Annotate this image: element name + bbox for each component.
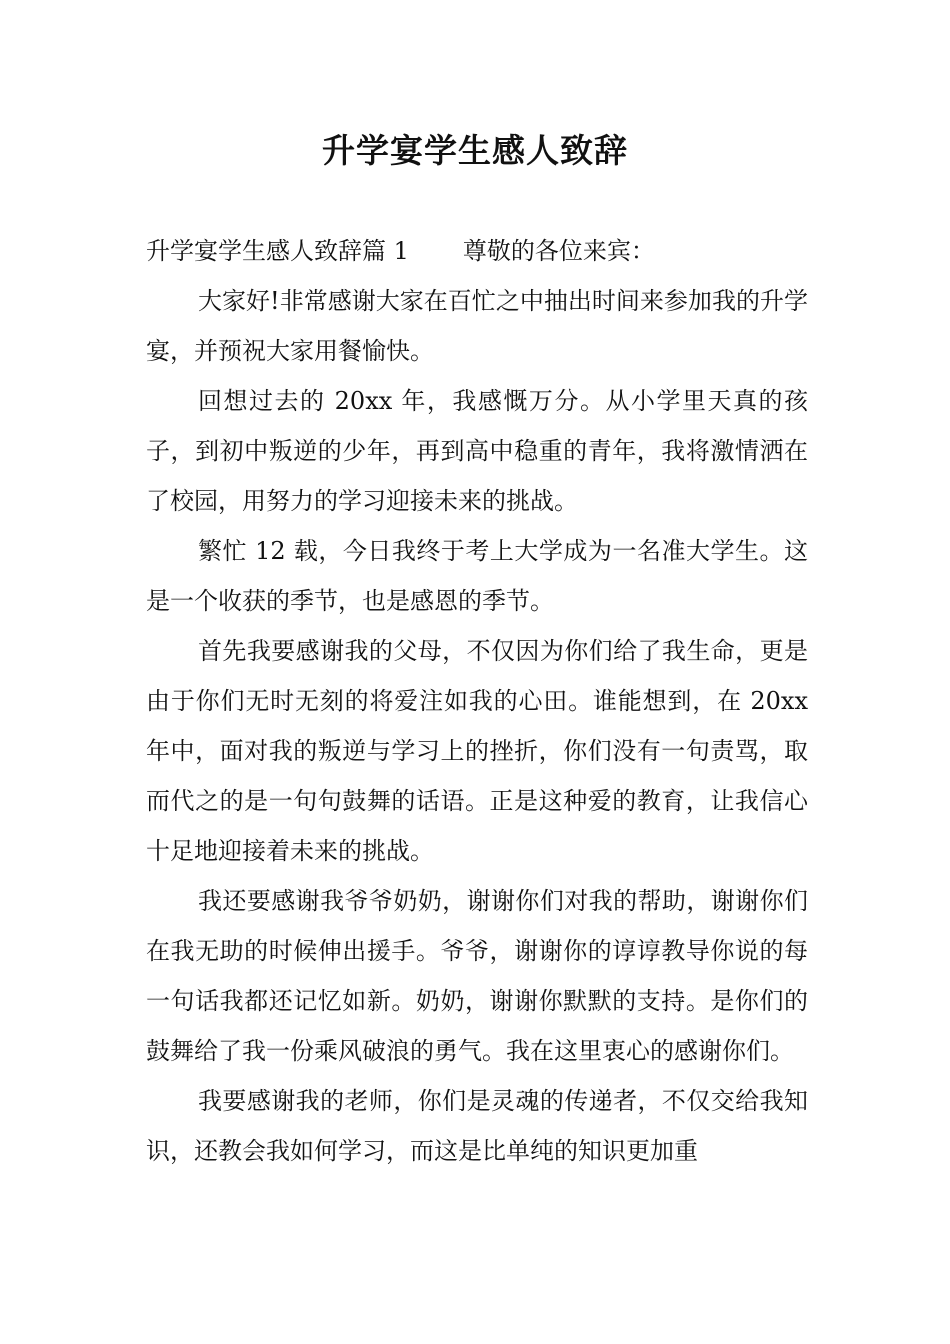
paragraph-5: 我还要感谢我爷爷奶奶，谢谢你们对我的帮助，谢谢你们在我无助的时候伸出援手。爷爷，谢谢你的谆谆教导你说的每一句话我都还记忆如新。奶奶，谢谢你默默的支持。是你们的鼓舞给了我一份乘风破浪的勇气。我在这里衷心的感谢你们。 — [146, 887, 808, 1065]
paragraph-1: 大家好!非常感谢大家在百忙之中抽出时间来参加我的升学宴，并预祝大家用餐愉快。 — [146, 287, 808, 365]
greeting: 尊敬的各位来宾： — [462, 237, 655, 265]
paragraph-6: 我要感谢我的老师，你们是灵魂的传递者，不仅交给我知识，还教会我如何学习，而这是比单纯的知识更加重 — [146, 1087, 808, 1165]
paragraph-3: 繁忙 12 载，今日我终于考上大学成为一名准大学生。这是一个收获的季节，也是感恩的季节。 — [146, 537, 808, 615]
document-title: 升学宴学生感人致辞 — [322, 131, 628, 170]
document-body — [146, 226, 808, 1176]
paragraph-4: 首先我要感谢我的父母，不仅因为你们给了我生命，更是由于你们无时无刻的将爱注如我的心田。谁能想到，在 20xx 年中，面对我的叛逆与学习上的挫折，你们没有一句责骂，取而代之的是一句句鼓舞的话语。正是这种爱的教育，让我信心十足地迎接着未来的挑战。 — [146, 637, 808, 865]
section-label: 升学宴学生感人致辞篇 1 — [146, 237, 409, 265]
paragraph-2: 回想过去的 20xx 年，我感慨万分。从小学里天真的孩子，到初中叛逆的少年，再到高中稳重的青年，我将激情洒在了校园，用努力的学习迎接未来的挑战。 — [146, 387, 808, 515]
heading-line — [146, 226, 808, 276]
